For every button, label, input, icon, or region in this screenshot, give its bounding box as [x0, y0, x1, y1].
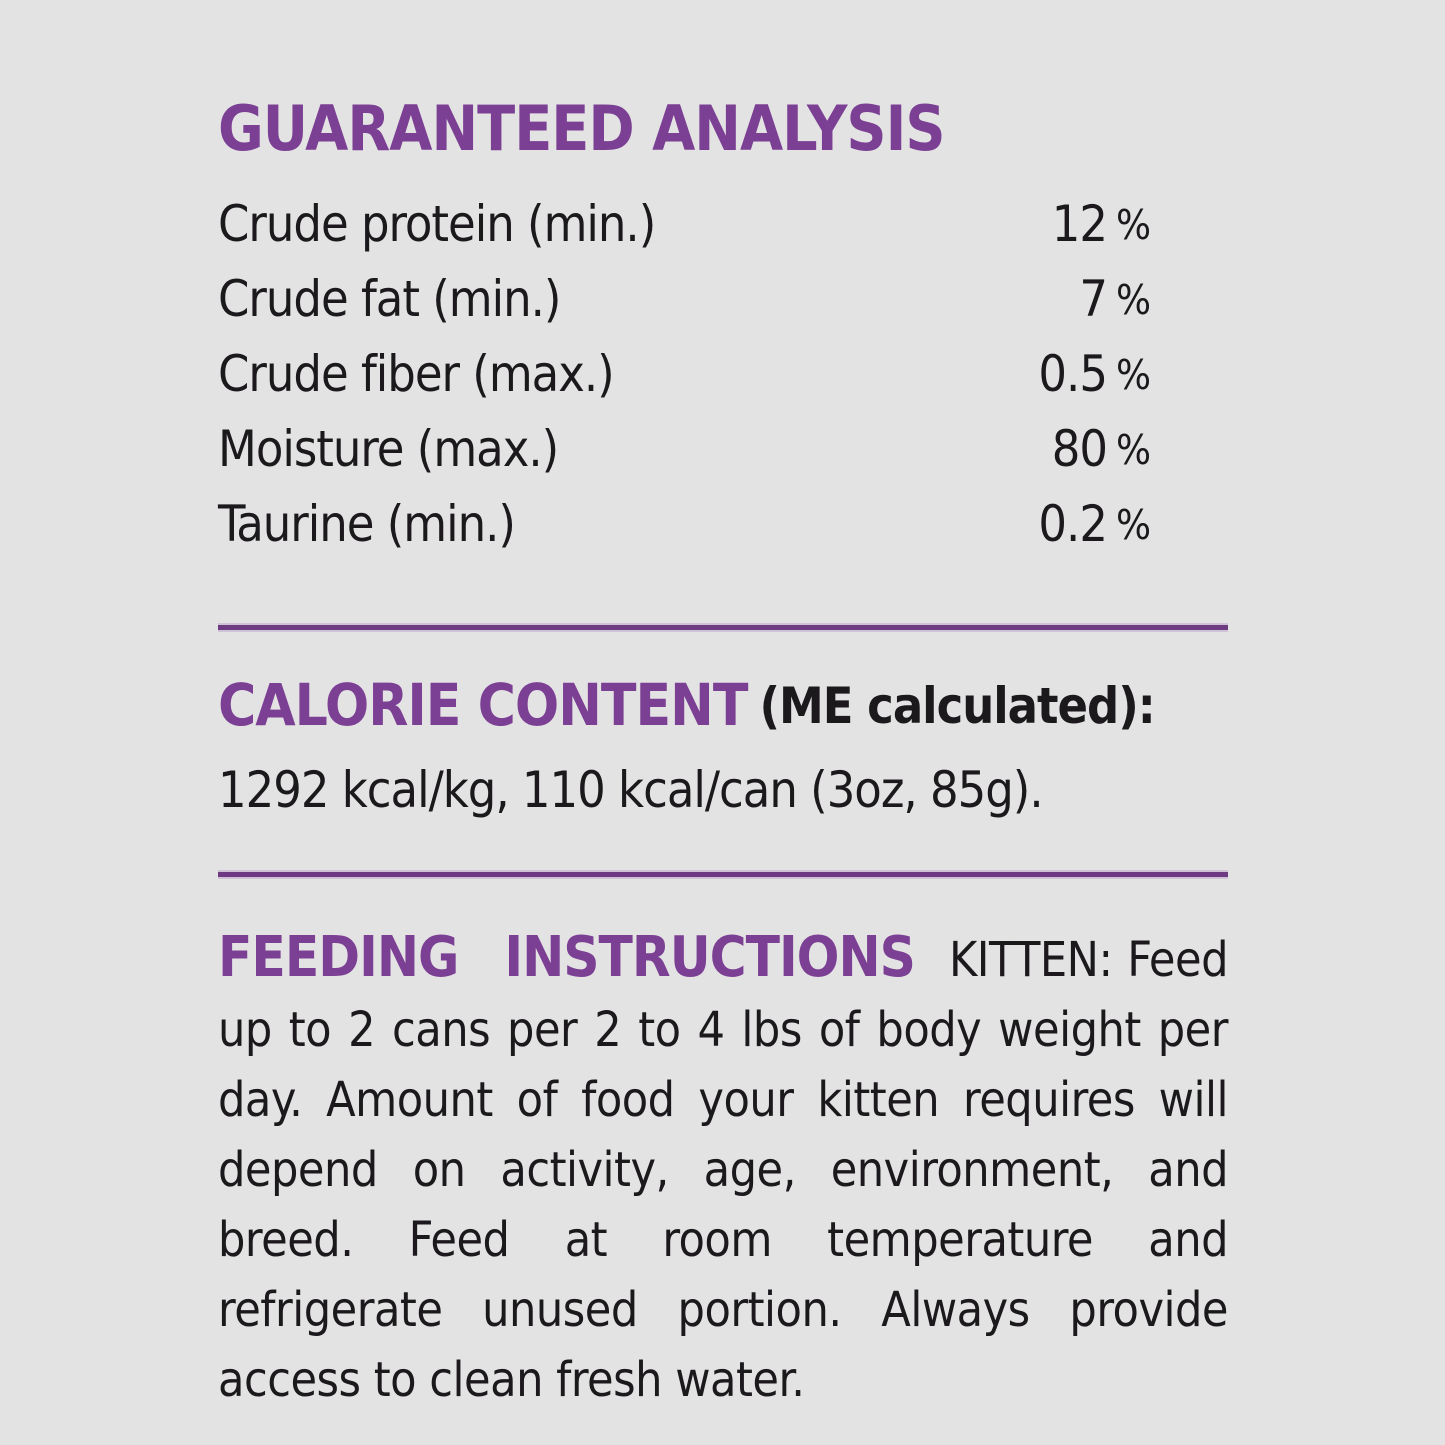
calorie-content-subtitle: (ME calculated):: [759, 677, 1155, 735]
nutrient-value: [1052, 413, 1228, 488]
nutrient-label: Crude fat (min.): [218, 270, 561, 328]
table-row: [218, 263, 1228, 338]
calorie-content-title: CALORIE CONTENT: [218, 671, 748, 739]
nutrient-amount: 12: [1051, 195, 1107, 253]
guaranteed-analysis-title: GUARANTEED ANALYSIS: [218, 92, 945, 165]
section-divider: [218, 872, 1228, 877]
nutrient-amount: 0.5: [1038, 345, 1107, 403]
calorie-content-section: [218, 671, 1228, 820]
percent-unit: %: [1115, 201, 1150, 249]
nutrient-value: [1038, 338, 1228, 413]
table-row: [218, 338, 1228, 413]
nutrient-label: Taurine (min.): [218, 495, 515, 553]
nutrient-label: Moisture (max.): [218, 420, 559, 478]
nutrient-value: [1052, 188, 1228, 263]
section-divider: [218, 625, 1228, 630]
nutrient-label: Crude fiber (max.): [218, 345, 614, 403]
nutrient-value: [1079, 263, 1228, 338]
nutrient-value: [1038, 488, 1228, 563]
guaranteed-analysis-section: [218, 92, 1228, 563]
table-row: [218, 488, 1228, 563]
feeding-instructions-section: [218, 925, 1228, 1415]
calorie-content-heading: [218, 671, 1228, 739]
percent-unit: %: [1115, 501, 1150, 549]
guaranteed-analysis-table: [218, 188, 1228, 563]
nutrient-amount: 0.2: [1038, 495, 1107, 553]
table-row: [218, 413, 1228, 488]
table-row: [218, 188, 1228, 263]
nutrient-amount: 80: [1051, 420, 1107, 478]
feeding-instructions-text: KITTEN: Feed up to 2 cans per 2 to 4 lbs of body weight per day. Amount of food your kitten requires will depend on activity, age, environment, and breed. Feed at room temperature and refrigerate unused portion. Always provide access to clean fresh water.: [218, 932, 1228, 1408]
percent-unit: %: [1115, 351, 1150, 399]
nutrient-amount: 7: [1079, 270, 1107, 328]
feeding-instructions-paragraph: [218, 925, 1228, 1415]
nutrition-label-panel: [218, 92, 1228, 1415]
percent-unit: %: [1115, 276, 1150, 324]
nutrient-label: Crude protein (min.): [218, 195, 656, 253]
calorie-content-values: 1292 kcal/kg, 110 kcal/can (3oz, 85g).: [218, 761, 1043, 819]
percent-unit: %: [1115, 426, 1150, 474]
feeding-instructions-title: FEEDING INSTRUCTIONS: [218, 925, 915, 990]
